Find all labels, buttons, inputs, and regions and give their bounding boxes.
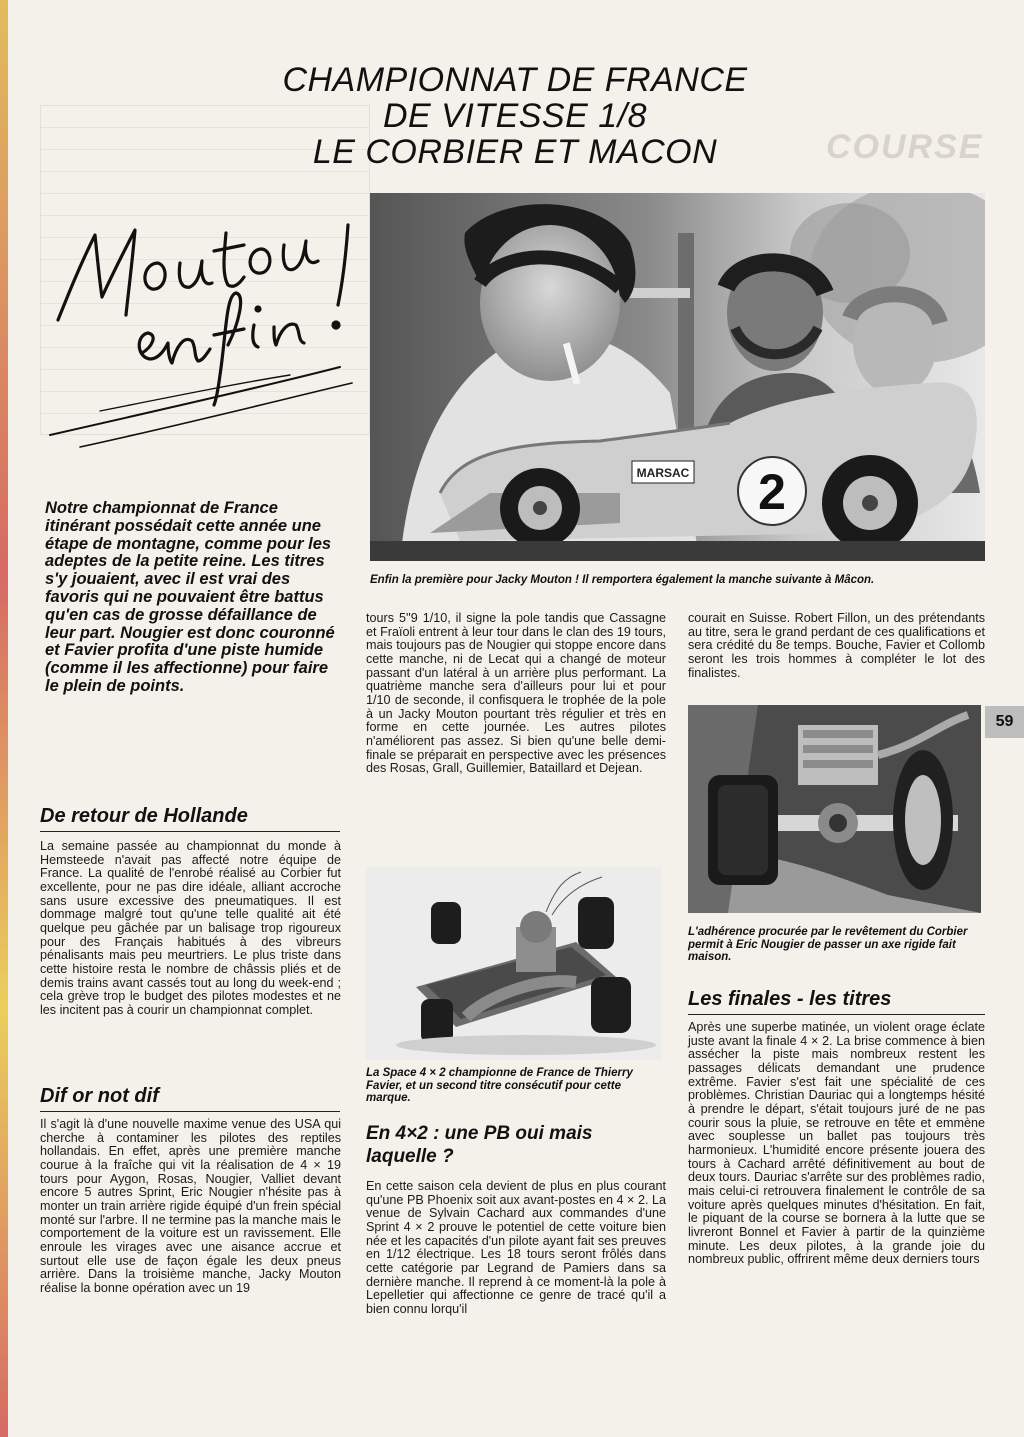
section-text-finales: Après une superbe matinée, un violent orage éclate juste avant la finale 4 × 2. La brise commence à bien assécher la piste mais nombreux restent les passages délicats demandant une prudence extrême. Favier s'est fait une spécialité de ces problèmes. Christian Dauriac qui a longtemps hésité à prendre le départ, s'était toujours juré de ne pas courir sous la pluie, se retrouve en tête et emmène avec souplesse un ballet pas toujours très harmonieux. L'humidité encore présente jouera des tours à Cachard arrêté définitivement au bout de deux tours. Dauriac s'arrête sur des problèmes radio, mais celui-ci retrouvera finalement le contrôle de sa voiture après quelques minutes d'hésitation. En fait, le piquant de la course se bornera à la lutte que se livreront Bonnel et Favier à partir de la quinzième minute. Les deux pilotes, à la grande joie du nombreux public, offrirent même deux derniers tours <box>688 1020 985 1267</box>
section-heading-retour: De retour de Hollande <box>40 805 340 832</box>
headline <box>210 62 820 170</box>
caption-engine: L'adhérence procurée par le revêtement du Corbier permit à Eric Nougier de passer un axe rigide fait maison. <box>688 926 968 964</box>
section-heading-pb: En 4×2 : une PB oui mais laquelle ? <box>366 1123 593 1167</box>
photo-chassis <box>366 867 662 1060</box>
section-text-dif: Il s'agit là d'une nouvelle maxime venue des USA qui cherche à contaminer les pilotes des reptiles hollandais. En effet, après une première manche courue à la fraîche qui vit la réalisation de 4 × 19 tours pour Aygon, Rosas, Nougier, Valliet devant encore 5 autres Sprint, Eric Nougier n'hésite pas à monter un train arrière rigide équipé d'un frein spécial monté sur l'arbre. Il ne termine pas la manche mais le comportement de la voiture est un ravissement. Elle enroule les virages avec une aisance accrue et surtout elle use de façon égale les deux pneus arrière. Dans la troisième manche, Jacky Mouton réalise la bonne opération avec un 19 <box>40 1117 341 1295</box>
section-label-course: COURSE <box>826 128 984 166</box>
photo-main-drawing <box>370 193 985 561</box>
section-text-right-top: courait en Suisse. Robert Fillon, un des prétendants au titre, sera le grand perdant de ces qualifications et sera crédité du 8e temps. Bouche, Favier et Collomb seront les trois hommes à compléter le lot des finalistes. <box>688 611 985 680</box>
section-text-retour: La semaine passée au championnat du monde à Hemsteede n'avait pas affecté notre équipe de France. La qualité de l'enrobé réalisé au Corbier fut excellente, pour ne pas dire idéale, alliant accroche sans usure excessive des pneumatiques. Il est dommage malgré tout qu'une telle qualité ait été quelque peu gâchée par un balisage trop rigoureux pour des Français habitués à des vibreurs pénalisants mais peu meurtriers. Le plus triste dans cette histoire resta le nombre de châssis pliés et de demis trains avant cassés tout au long du week-end ; cela grève trop le budget des pilotes modestes et ne les incitent pas à courir un championnat complet. <box>40 839 341 1017</box>
photo-main <box>370 193 985 561</box>
headline-line-2: DE VITESSE 1/8 <box>383 97 647 135</box>
section-heading-finales: Les finales - les titres <box>688 988 985 1015</box>
handwritten-title-drawing <box>40 185 370 455</box>
section-text-pb: En cette saison cela devient de plus en plus courant qu'une PB Phoenix soit aux avant-postes en 4 × 2. La venue de Sylvain Cachard aux commandes d'une Sprint 4 × 2 prouve le potentiel de cette voiture bien née et les capacités d'un pilote ayant fait ses preuves en 1/12 électrique. Les 18 tours seront frôlés dans cette catégorie par Legrand de Pamiers dans sa dernière manche. Il reprend à ce moment-là la pole à Lepelletier qui affectionne ce genre de tracé qu'il a bien connu lorqu'il <box>366 1179 666 1316</box>
headline-line-1: CHAMPIONNAT DE FRANCE <box>282 61 748 99</box>
caption-chassis: La Space 4 × 2 championne de France de Thierry Favier, et un second titre consécutif pour cette marque. <box>366 1067 633 1105</box>
lead-paragraph: Notre championnat de France itinérant possédait cette année une étape de montagne, comme pour les adeptes de la petite reine. Les titres s'y jouaient, avec il est vrai des favoris qui ne pouvaient être battus qu'en cas de grosse défaillance de leur part. Nougier est donc couronné et Favier profita d'une piste humide (comme il les affectionne) pour faire le plein de points. <box>45 499 335 695</box>
section-heading-dif: Dif or not dif <box>40 1085 340 1112</box>
page-number: 59 <box>985 706 1024 738</box>
headline-line-3: LE CORBIER ET MACON <box>312 133 718 171</box>
photo-engine <box>688 705 981 913</box>
car-sponsor: MARSAC <box>636 466 690 480</box>
section-text-middle: tours 5''9 1/10, il signe la pole tandis que Cassagne et Fraïoli entrent à leur tour dans le clan des 19 tours, mais toujours pas de Nougier qui stoppe encore dans cette manche, ni de Lecat qui a changé de moteur passant d'un latéral à un arrière plus performant. La quatrième manche sera d'ailleurs pour lui et pour 1/10 de seconde, il confisquera le trophée de la pole à un Jacky Mouton pourtant très régulier et très en forme en cette journée. Les autres pilotes n'améliorent pas assez. Si bien qu'une belle demi-finale se préparait en perspective avec les présences des Rosas, Grall, Guillemier, Bataillard et Dejean. <box>366 611 666 776</box>
page-edge-strip <box>0 0 8 1437</box>
photo-engine-drawing <box>688 705 981 913</box>
caption-main: Enfin la première pour Jacky Mouton ! Il remportera également la manche suivante à Mâcon. <box>370 574 875 586</box>
car-number: 2 <box>758 464 786 520</box>
photo-chassis-drawing <box>366 867 662 1060</box>
handwritten-title <box>40 185 370 455</box>
